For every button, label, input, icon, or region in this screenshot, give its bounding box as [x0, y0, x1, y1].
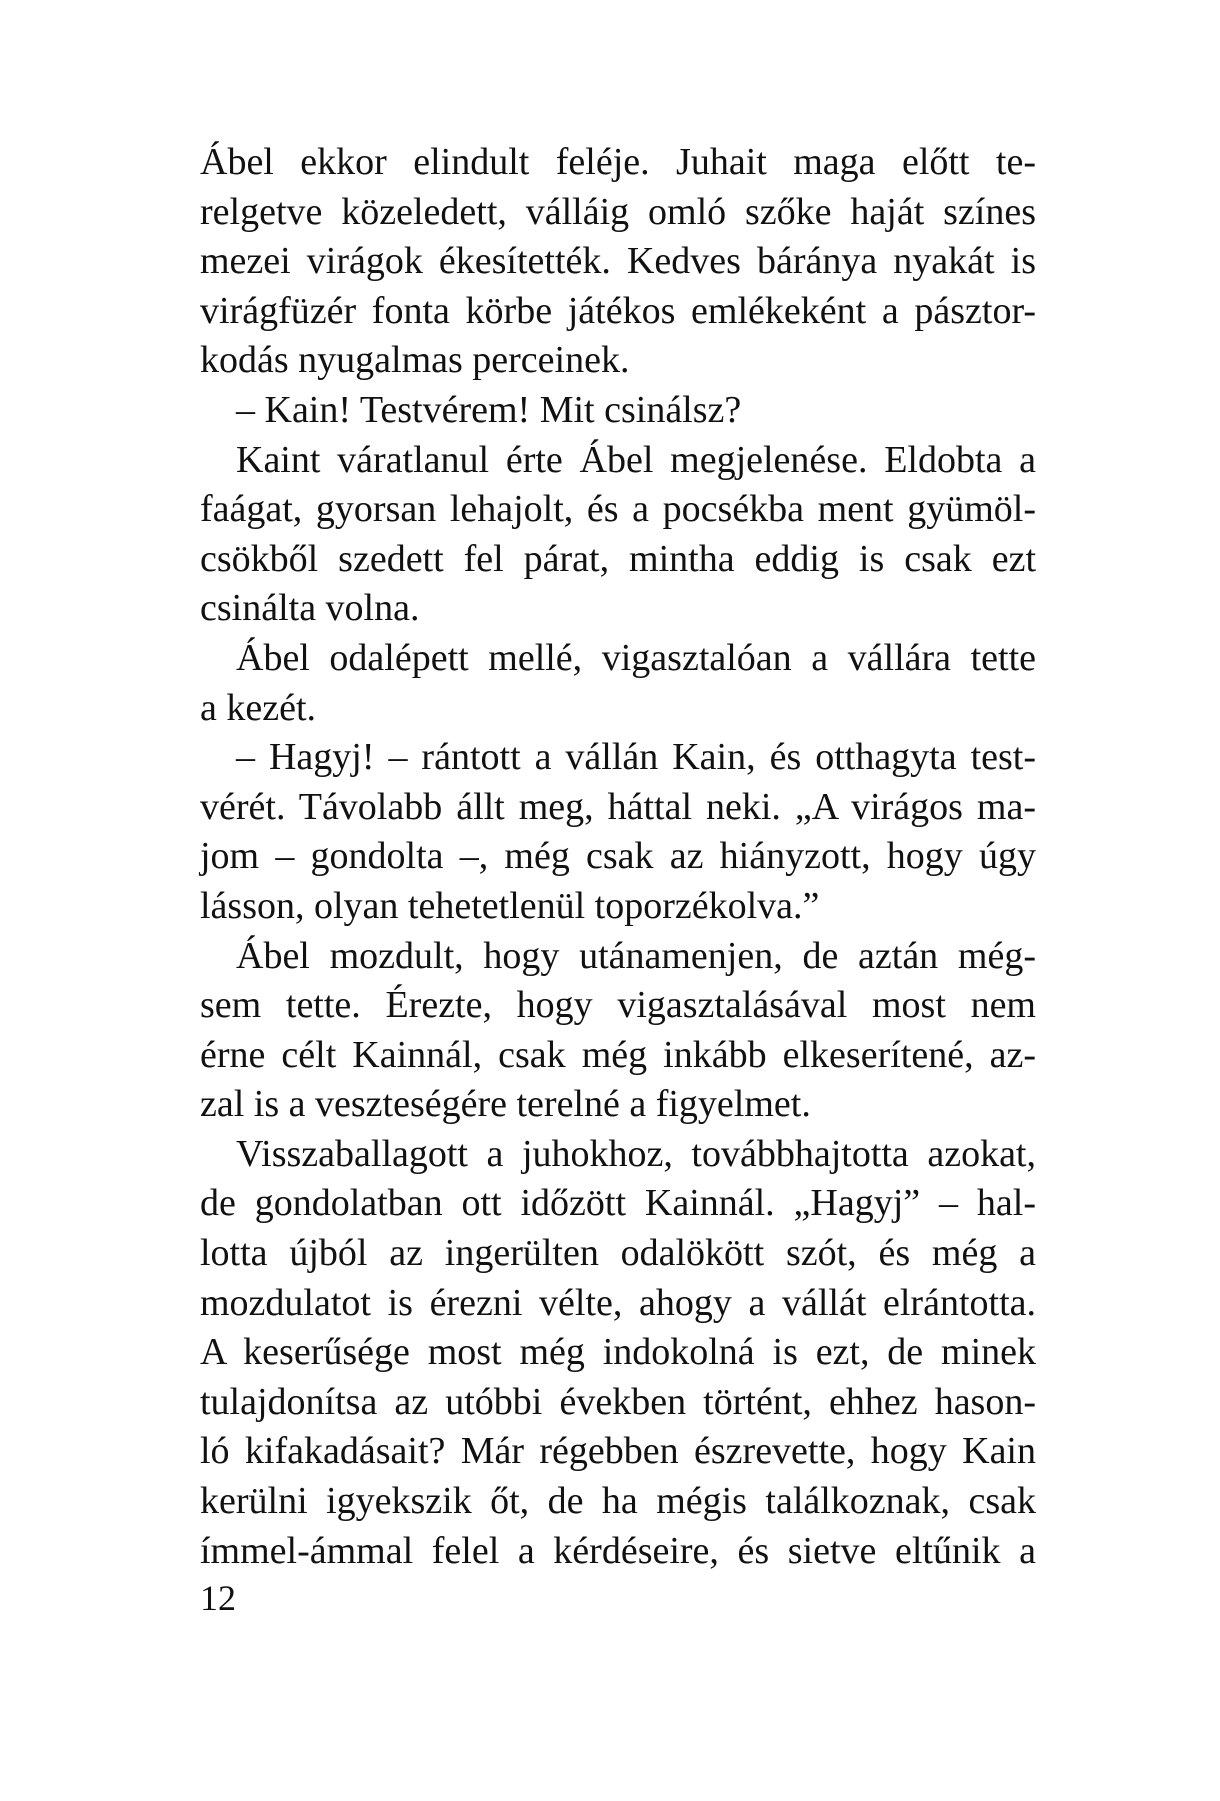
page-number: 12 — [200, 1578, 236, 1618]
text-line: a kezét. — [200, 686, 317, 729]
text-line: érne célt Kainnál, csak még inkább elkeserítené, az- — [200, 1033, 1036, 1076]
text-line: zal is a veszteségére terelné a figyelmet. — [200, 1083, 811, 1126]
text-line: kodás nyugalmas perceinek. — [200, 339, 630, 382]
text-line: Kaint váratlanul érte Ábel megjelenése. Eldobta a — [236, 438, 1036, 481]
text-line: mozdulatot is érezni vélte, ahogy a vállát elrántotta. — [200, 1281, 1036, 1324]
text-line: vérét. Távolabb állt meg, háttal neki. „A virágos ma- — [200, 785, 1036, 828]
text-line: – Kain! Testvérem! Mit csinálsz? — [236, 388, 742, 431]
body-text — [200, 138, 1036, 1576]
text-line: sem tette. Érezte, hogy vigasztalásával most nem — [200, 984, 1036, 1027]
text-line: faágat, gyorsan lehajolt, és a pocsékba ment gyümöl- — [200, 488, 1036, 531]
text-line: relgetve közeledett, vállái‍g omló szőke haját színes — [200, 190, 1036, 233]
text-line: Ábel mozdult, hogy utánamenjen, de aztán még- — [236, 934, 1036, 977]
text-line: lotta újból az ingerülten odalökött szót, és még a — [200, 1232, 1036, 1275]
text-line: de gondolatban ott időzött Kainnál. „Hagyj” – hal- — [200, 1182, 1036, 1225]
text-line: – Hagyj! – rántott a vállán Kain, és otthagyta test- — [236, 736, 1036, 779]
text-line: kerülni igyekszik őt, de ha mégis találkoznak, csak — [200, 1480, 1036, 1523]
text-line: A keserűsége most még indokolná is ezt, de minek — [200, 1331, 1036, 1374]
text-line: lásson, olyan tehetetlenül toporzékolva.” — [200, 884, 820, 927]
text-line: Visszaballagott a juhokhoz, továbbhajtotta azokat, — [236, 1132, 1036, 1175]
text-line: Ábel ekkor elindult feléje. Juhait maga előtt te- — [200, 141, 1036, 183]
text-line: mezei virágok ékesítették. Kedves báránya nyakát is — [200, 240, 1036, 283]
text-line: virágfüzér fonta körbe játékos emlékeként a pásztor- — [200, 289, 1036, 332]
text-line: jom – gondolta –, még csak az hiányzott, hogy úgy — [200, 835, 1036, 878]
text-line: tulajdonítsa az utóbbi években történt, ehhez hason- — [200, 1380, 1036, 1423]
text-line: csinálta volna. — [200, 587, 420, 630]
text-line: ímmel-ámmal felel a kérdéseire, és sietve eltűnik a — [200, 1529, 1036, 1572]
text-line: Ábel odalépett mellé, vigasztalóan a vállára tette — [236, 636, 1036, 679]
text-line: ló kifakadásait? Már régebben észrevette, hogy Kain — [200, 1430, 1036, 1473]
text-line: csökből szedett fel párat, mintha eddig is csak ezt — [200, 537, 1036, 580]
